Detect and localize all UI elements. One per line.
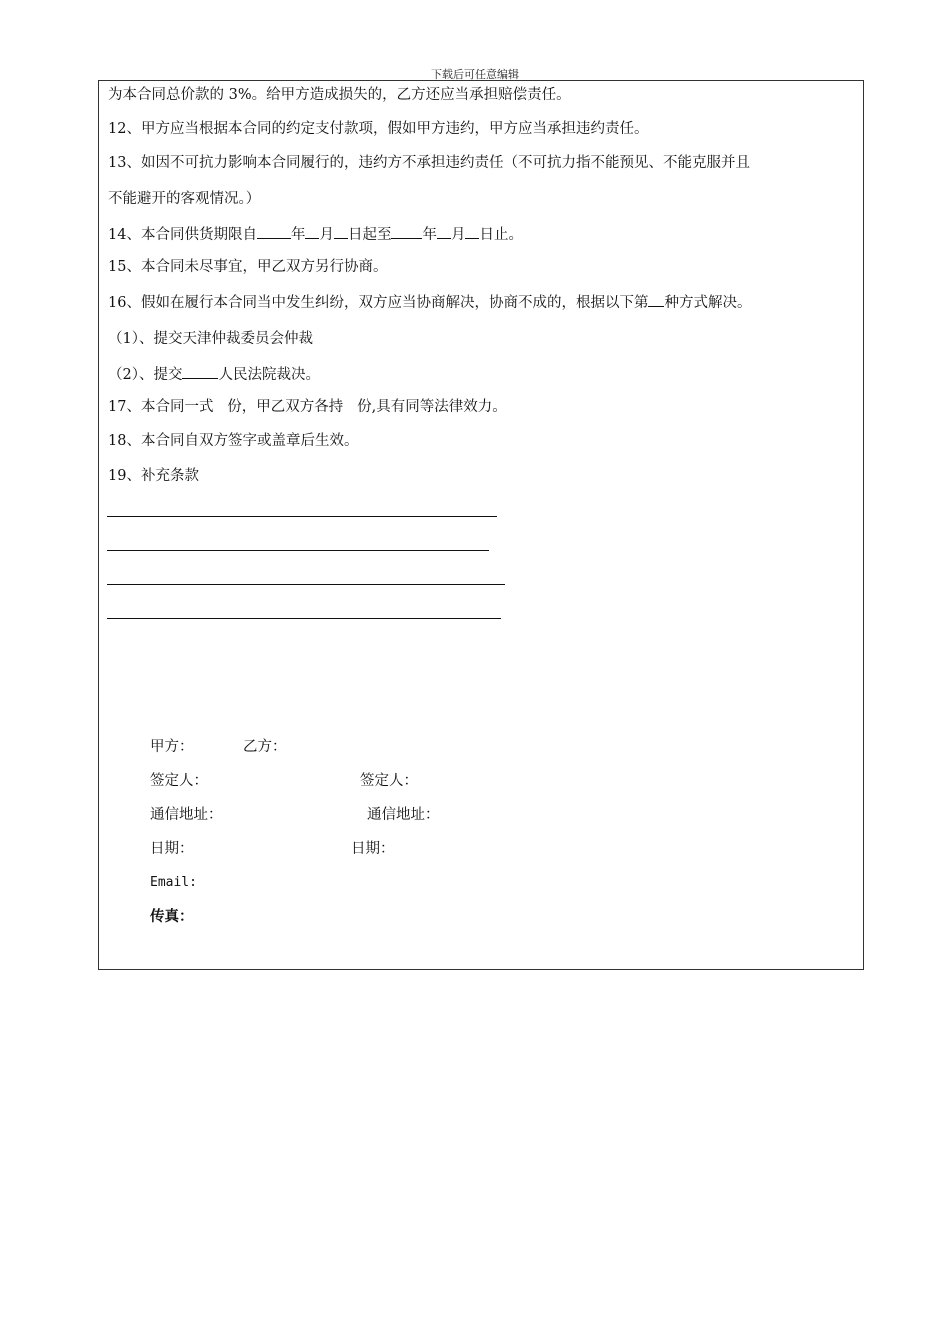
page-header-note: 下载后可任意编辑: [431, 68, 519, 81]
clause-14-text: 14、本合同供货期限自: [108, 227, 257, 243]
start-month-blank[interactable]: [305, 223, 319, 239]
fax-label: 传真：: [150, 908, 194, 925]
clause-11-tail: 为本合同总价款的 3%。给甲方造成损失的，乙方还应当承担赔偿责任。: [108, 87, 571, 103]
clause-16: [108, 291, 751, 313]
year-label: 年: [422, 227, 437, 243]
supplement-line-2[interactable]: [107, 550, 489, 551]
clause-18: 18、本合同自双方签字或盖章后生效。: [108, 433, 359, 449]
clause-16-text: 16、假如在履行本合同当中发生纠纷，双方应当协商解决，协商不成的，根据以下第: [108, 295, 649, 311]
start-day-blank[interactable]: [334, 223, 348, 239]
day-to-label: 日止。: [479, 227, 523, 243]
month-label: 月: [450, 227, 466, 243]
supplement-line-4[interactable]: [107, 618, 501, 619]
party-a-label: 甲方：: [150, 739, 194, 755]
option-2-tail: 人民法院裁决。: [218, 367, 320, 383]
signer-a-label: 签定人：: [150, 773, 208, 789]
year-label: 年: [290, 227, 306, 243]
start-year-blank[interactable]: [257, 223, 291, 239]
dispute-method-blank[interactable]: [648, 291, 664, 307]
contract-frame: [98, 80, 864, 970]
signer-b-label: 签定人：: [360, 773, 418, 789]
party-b-label: 乙方：: [243, 739, 287, 755]
clause-12: 12、甲方应当根据本合同的约定支付款项，假如甲方违约，甲方应当承担违约责任。: [108, 121, 649, 137]
supplement-line-3[interactable]: [107, 584, 505, 585]
address-b-label: 通信地址：: [367, 807, 440, 823]
date-b-label: 日期：: [351, 841, 395, 857]
address-a-label: 通信地址：: [150, 807, 223, 823]
supplement-line-1[interactable]: [107, 516, 497, 517]
court-name-blank[interactable]: [182, 363, 218, 379]
clause-16-tail: 种方式解决。: [664, 295, 752, 311]
option-1: （1）、提交天津仲裁委员会仲裁: [108, 331, 313, 347]
end-day-blank[interactable]: [465, 223, 479, 239]
clause-13-line-1: 13、如因不可抗力影响本合同履行的，违约方不承担违约责任（不可抗力指不能预见、不能克服并且: [108, 155, 750, 171]
option-2: [108, 363, 320, 385]
option-2-text: （2）、提交: [108, 367, 183, 383]
clause-17: 17、本合同一式 份，甲乙双方各持 份,具有同等法律效力。: [108, 399, 507, 415]
day-from-label: 日起至: [347, 227, 392, 243]
date-a-label: 日期：: [150, 841, 194, 857]
clause-14: [108, 223, 523, 245]
month-label: 月: [319, 227, 334, 243]
clause-15: 15、本合同未尽事宜，甲乙双方另行协商。: [108, 259, 388, 275]
email-label: Email:: [150, 875, 197, 890]
end-year-blank[interactable]: [391, 223, 422, 239]
end-month-blank[interactable]: [437, 223, 451, 239]
clause-13-line-2: 不能避开的客观情况。）: [108, 191, 261, 207]
clause-19: 19、补充条款: [108, 468, 199, 484]
